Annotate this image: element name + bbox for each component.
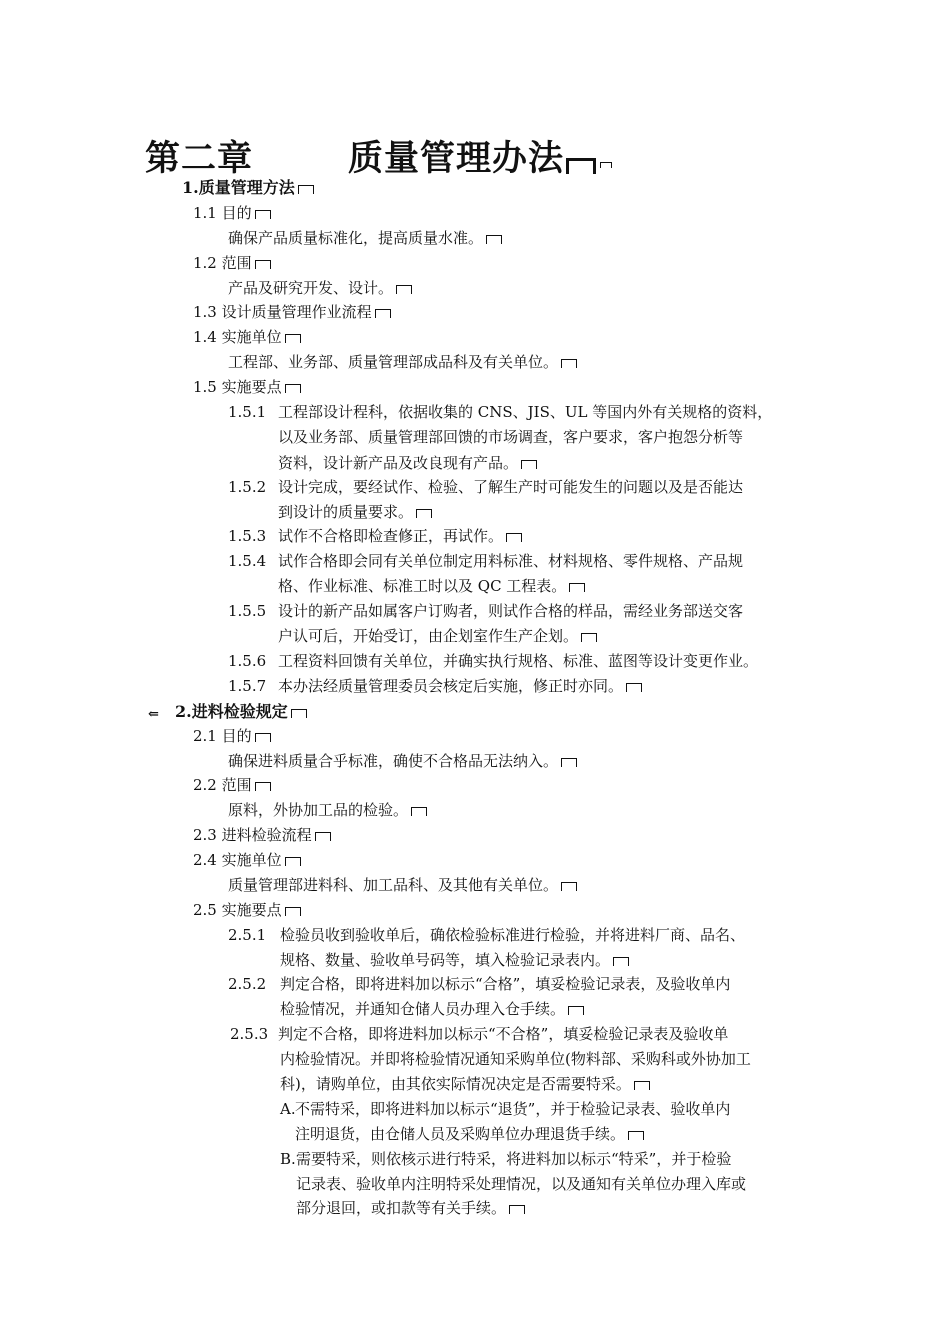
- item-line: 检验情况，并通知仓储人员办理入仓手续。: [280, 997, 584, 1022]
- subitem-line: 记录表、验收单内注明特采处理情况，以及通知有关单位办理入库或: [296, 1175, 747, 1193]
- paragraph-mark-icon: [600, 162, 612, 168]
- paragraph-mark-icon: [285, 857, 301, 866]
- item-number: 1.5.2: [228, 478, 267, 496]
- item-number: 1.5.7: [228, 677, 267, 695]
- item-line: 内检验情况。并即将检验情况通知采购单位(物料部、采购科或外协加工: [280, 1050, 751, 1068]
- paragraph-mark-icon: [255, 210, 271, 219]
- item-line: 试作合格即会同有关单位制定用料标准、材料规格、零件规格、产品规: [278, 552, 744, 570]
- subsection-label: 2.2 范围: [193, 773, 271, 798]
- paragraph-mark-icon: [285, 907, 301, 916]
- paragraph-mark-icon: [285, 384, 301, 393]
- paragraph-mark-icon: [561, 359, 577, 368]
- item-number: 1.5.6: [228, 652, 267, 670]
- item-line: 格、作业标准、标准工时以及 QC 工程表。: [278, 574, 585, 599]
- item-number: 1.5.4: [228, 552, 267, 570]
- subsection-label: 2.3 进料检验流程: [193, 823, 331, 848]
- subsection-label: 1.5 实施要点: [193, 375, 301, 400]
- paragraph-mark-icon: [375, 309, 391, 318]
- item-line: 工程部设计程科，依据收集的 CNS、JIS、UL 等国内外有关规格的资料，: [278, 403, 773, 421]
- paragraph-mark-icon: [561, 882, 577, 891]
- paragraph-mark-icon: [298, 185, 314, 194]
- paragraph-mark-icon: [255, 782, 271, 791]
- item-line: 设计完成，要经试作、检验、了解生产时可能发生的问题以及是否能达: [278, 478, 744, 496]
- item-line: 本办法经质量管理委员会核定后实施，修正时亦同。: [278, 674, 642, 699]
- item-line: 科)，请购单位，由其依实际情况决定是否需要特采。: [280, 1072, 650, 1097]
- paragraph-mark-icon: [626, 683, 642, 692]
- item-number: 1.5.3: [228, 527, 267, 545]
- chapter-number: 第二章: [145, 139, 254, 179]
- subsection-label: 1.2 范围: [193, 251, 271, 276]
- subitem-line: 不需特采，即将进料加以标示“退货”，并于检验记录表、验收单内: [295, 1100, 731, 1118]
- paragraph-mark-icon: [285, 334, 301, 343]
- paragraph-mark-icon: [411, 807, 427, 816]
- paragraph-mark-icon: [255, 260, 271, 269]
- paragraph-mark-icon: [613, 957, 629, 966]
- item-number: 2.5.3: [230, 1025, 269, 1043]
- paragraph-mark-icon: [521, 460, 537, 469]
- paragraph-mark-icon: [566, 158, 596, 174]
- paragraph-mark-icon: [486, 235, 502, 244]
- subitem-number: A.: [280, 1100, 296, 1118]
- subsection-label: 2.4 实施单位: [193, 848, 301, 873]
- subitem-line: 注明退货，由仓储人员及采购单位办理退货手续。: [295, 1122, 644, 1147]
- item-number: 2.5.1: [228, 926, 267, 944]
- item-number: 1.5.5: [228, 602, 267, 620]
- item-line: 设计的新产品如属客户订购者，则试作合格的样品，需经业务部送交客: [278, 602, 744, 620]
- item-line: 试作不合格即检查修正，再试作。: [278, 524, 522, 549]
- paragraph-mark-icon: [396, 285, 412, 294]
- paragraph-mark-icon: [581, 633, 597, 642]
- paragraph: 原料，外协加工品的检验。: [228, 798, 427, 823]
- item-line: 工程资料回馈有关单位，并确实执行规格、标准、蓝图等设计变更作业。: [278, 652, 759, 670]
- subitem-line: 部分退回，或扣款等有关手续。: [296, 1196, 525, 1221]
- section-heading: 1.质量管理方法: [182, 175, 314, 200]
- paragraph-mark-icon: [561, 758, 577, 767]
- paragraph-mark-icon: [628, 1131, 644, 1140]
- paragraph-mark-icon: [255, 733, 271, 742]
- chapter-name: 质量管理办法: [348, 139, 565, 179]
- item-line: 到设计的质量要求。: [278, 500, 432, 525]
- paragraph: 确保产品质量标准化，提高质量水准。: [228, 226, 502, 251]
- item-line: 检验员收到验收单后，确依检验标准进行检验，并将进料厂商、品名、: [280, 926, 746, 944]
- item-line: 资料，设计新产品及改良现有产品。: [278, 451, 537, 476]
- section-heading: 2.进料检验规定: [175, 699, 307, 724]
- subsection-label: 1.3 设计质量管理作业流程: [193, 300, 391, 325]
- subitem-line: 需要特采，则依核示进行特采，将进料加以标示“特采”，并于检验: [296, 1150, 732, 1168]
- paragraph-mark-icon: [509, 1205, 525, 1214]
- subsection-label: 2.1 目的: [193, 724, 271, 749]
- item-line: 判定不合格，即将进料加以标示“不合格”，填妥检验记录表及验收单: [278, 1025, 729, 1043]
- paragraph-mark-icon: [315, 832, 331, 841]
- item-line: 户认可后，开始受订，由企划室作生产企划。: [278, 624, 597, 649]
- item-line: 以及业务部、质量管理部回馈的市场调查，客户要求，客户抱怨分析等: [278, 428, 744, 446]
- item-line: 判定合格，即将进料加以标示“合格”，填妥检验记录表，及验收单内: [280, 975, 731, 993]
- subitem-number: B.: [280, 1150, 296, 1168]
- item-number: 2.5.2: [228, 975, 267, 993]
- list-bullet-icon: ⇐: [148, 707, 159, 722]
- paragraph: 质量管理部进料科、加工品科、及其他有关单位。: [228, 873, 577, 898]
- paragraph: 工程部、业务部、质量管理部成品科及有关单位。: [228, 350, 577, 375]
- subsection-label: 1.1 目的: [193, 201, 271, 226]
- paragraph-mark-icon: [568, 1006, 584, 1015]
- paragraph-mark-icon: [634, 1081, 650, 1090]
- chapter-title: [145, 131, 612, 181]
- subsection-label: 2.5 实施要点: [193, 898, 301, 923]
- paragraph-mark-icon: [569, 583, 585, 592]
- paragraph: 产品及研究开发、设计。: [228, 276, 412, 301]
- paragraph-mark-icon: [416, 509, 432, 518]
- item-line: 规格、数量、验收单号码等，填入检验记录表内。: [280, 948, 629, 973]
- item-number: 1.5.1: [228, 403, 267, 421]
- paragraph-mark-icon: [506, 533, 522, 542]
- subsection-label: 1.4 实施单位: [193, 325, 301, 350]
- paragraph: 确保进料质量合乎标准，确使不合格品无法纳入。: [228, 749, 577, 774]
- paragraph-mark-icon: [291, 709, 307, 718]
